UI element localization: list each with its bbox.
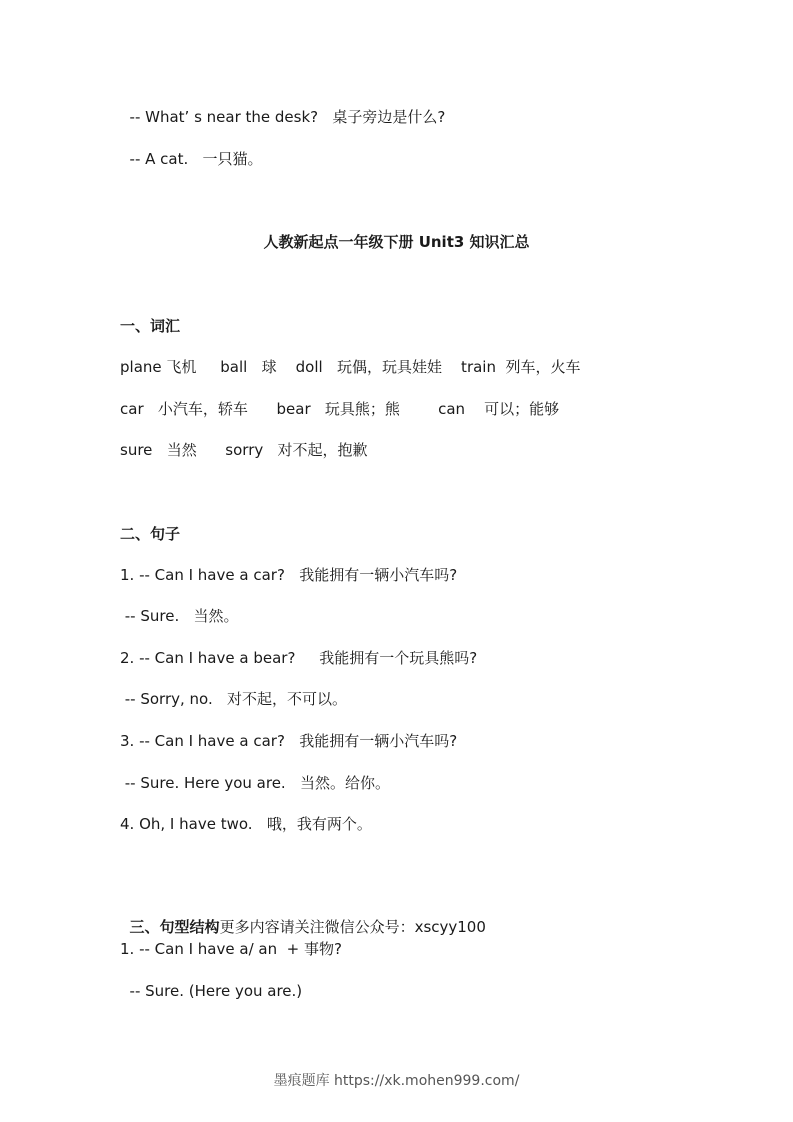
sentence-line: 2. -- Can I have a bear? 我能拥有一个玩具熊吗? xyxy=(120,649,478,667)
dialogue-question: -- What’ s near the desk? 桌子旁边是什么? xyxy=(120,108,446,126)
dialogue-answer: -- A cat. 一只猫。 xyxy=(120,150,263,168)
pattern-line: -- Sure. (Here you are.) xyxy=(120,982,303,1000)
sentence-line: 3. -- Can I have a car? 我能拥有一辆小汽车吗? xyxy=(120,732,458,750)
sentence-line: 4. Oh, I have two. 哦，我有两个。 xyxy=(120,815,372,833)
page-title: 人教新起点一年级下册 Unit3 知识汇总 xyxy=(263,233,530,251)
section-heading-vocabulary: 一、词汇 xyxy=(120,317,181,335)
pattern-line: 1. -- Can I have a/ an + 事物? xyxy=(120,940,342,958)
footer-source: 墨痕题库 https://xk.mohen999.com/ xyxy=(273,1073,520,1089)
vocab-row: plane 飞机 ball 球 doll 玩偶，玩具娃娃 train 列车，火车 xyxy=(120,358,581,376)
vocab-row: sure 当然 sorry 对不起，抱歉 xyxy=(120,441,368,459)
sentence-line: -- Sure. 当然。 xyxy=(120,607,239,625)
sentence-line: -- Sure. Here you are. 当然。给你。 xyxy=(120,774,390,792)
section-heading-sentences: 二、句子 xyxy=(120,525,181,543)
section-heading-patterns xyxy=(120,897,486,937)
section-heading-patterns-label: 三、句型结构 xyxy=(129,918,220,936)
sentence-line: 1. -- Can I have a car? 我能拥有一辆小汽车吗? xyxy=(120,566,458,584)
promo-text: 更多内容请关注微信公众号：xscyy100 xyxy=(219,918,486,936)
sentence-line: -- Sorry, no. 对不起，不可以。 xyxy=(120,690,348,708)
vocab-row: car 小汽车，轿车 bear 玩具熊；熊 can 可以；能够 xyxy=(120,400,560,418)
